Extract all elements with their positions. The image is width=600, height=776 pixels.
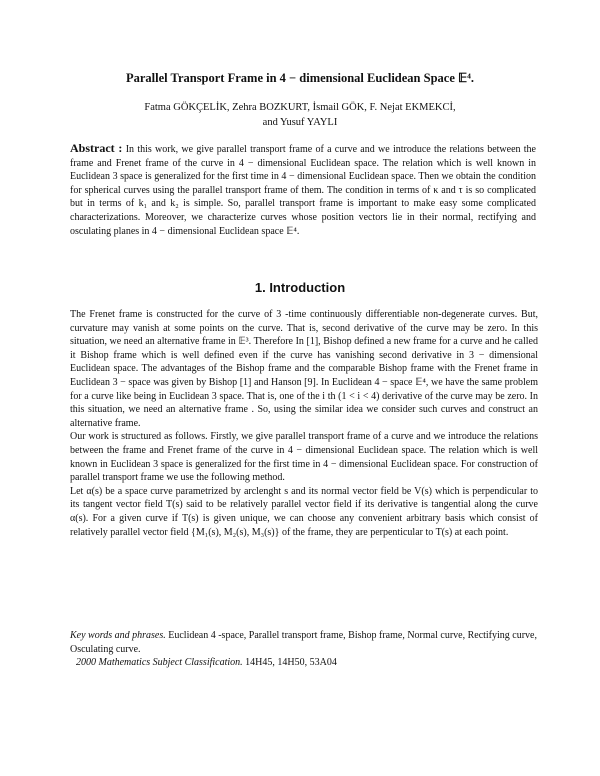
abstract-label: Abstract : xyxy=(70,141,123,155)
keywords-block xyxy=(70,629,538,670)
keywords-label: Key words and phrases. xyxy=(70,630,166,641)
author-line-1: Fatma GÖKÇELİK, Zehra BOZKURT, İsmail GÖK, F. Nejat EKMEKCİ, xyxy=(144,102,456,113)
keywords-line xyxy=(70,629,538,656)
introduction-body xyxy=(70,308,538,539)
paper-title: Parallel Transport Frame in 4 − dimensional Euclidean Space 𝔼⁴. xyxy=(125,71,474,85)
intro-paragraph-3: Let α(s) be a space curve parametrized by arclenght s and its normal vector field be V(s) which is perpendicular to its tangent vector field T(s) said to be relatively parallel vector field if its derivative is tangential along the curve α(s). For a given curve if T(s) is given unique, we can choose any convenient arbitrary basis which consist of relatively parallel vector field {M₁(s), M₂(s), M₃(s)} of the frame, they are perpenticular to T(s) at each point. xyxy=(70,485,538,538)
author-line-2: and Yusuf YAYLI xyxy=(262,117,338,128)
author-list xyxy=(0,100,600,130)
msc-text: 14H45, 14H50, 53A04 xyxy=(242,657,337,669)
section-heading: 1. Introduction xyxy=(254,280,346,295)
intro-paragraph-1: The Frenet frame is constructed for the curve of 3 -time continuously differentiable non-degenerate curves. But, curvature may vanish at some points on the curve. That is, second derivative of the curve may be zero. In this situation, we need an alternative frame in 𝔼³. Therefore In [1], Bishop defined a new frame for a curve and he called it Bishop frame which is well defined even if the curve has vanishing second derivative in 3 − dimensional Euclidean space. The advantages of the Bishop frame and the comparable Bishop frame with the Frenet frame in Euclidean 3 − space was given by Bishop [1] and Hanson [9]. In Euclidean 4 − space 𝔼⁴, we have the same problem for a curve like being in Euclidean 3 space. That is, one of the i th (1 < i < 4) derivative of the curve may be zero. In this situation, we need an alternative frame . So, using the similar idea we consider such curves and construct an alternative frame. xyxy=(70,309,538,429)
intro-paragraph-2: Our work is structured as follows. Firstly, we give parallel transport frame of a curve and we introduce the relations between the frame and Frenet frame of the curve in 4 − dimensional Euclidean space. The relation which is well known in Euclidean 3 space is generalized for the first time in 4 − dimensional Euclidean space. For construction of parallel transport frame we use the following method. xyxy=(70,431,538,484)
msc-line xyxy=(70,656,538,670)
msc-label: 2000 Mathematics Subject Classification. xyxy=(76,657,243,669)
abstract-text: In this work, we give parallel transport frame of a curve and we introduce the relations between the frame and Frenet frame of the curve in 4 − dimensional Euclidean space. The relation which is well known in Euclidean 3 space is generalized for the first time in 4 − dimensional Euclidean space. Then we obtain the condition for spherical curves using the parallel transport frame of them. The condition in terms of κ and τ is so complicated but in terms of k₁ and k₂ is simple. So, parallel transport frame is important to make easy some complicated characterizations. Moreover, we characterize curves whose position vectors lie in their normal, rectifying and osculating planes in 4 − dimensional Euclidean space 𝔼⁴. xyxy=(70,144,537,237)
keywords-text: Euclidean 4 -space, Parallel transport frame, Bishop frame, Normal curve, Rectifying curve, Osculating curve. xyxy=(70,630,537,655)
abstract xyxy=(70,142,536,238)
